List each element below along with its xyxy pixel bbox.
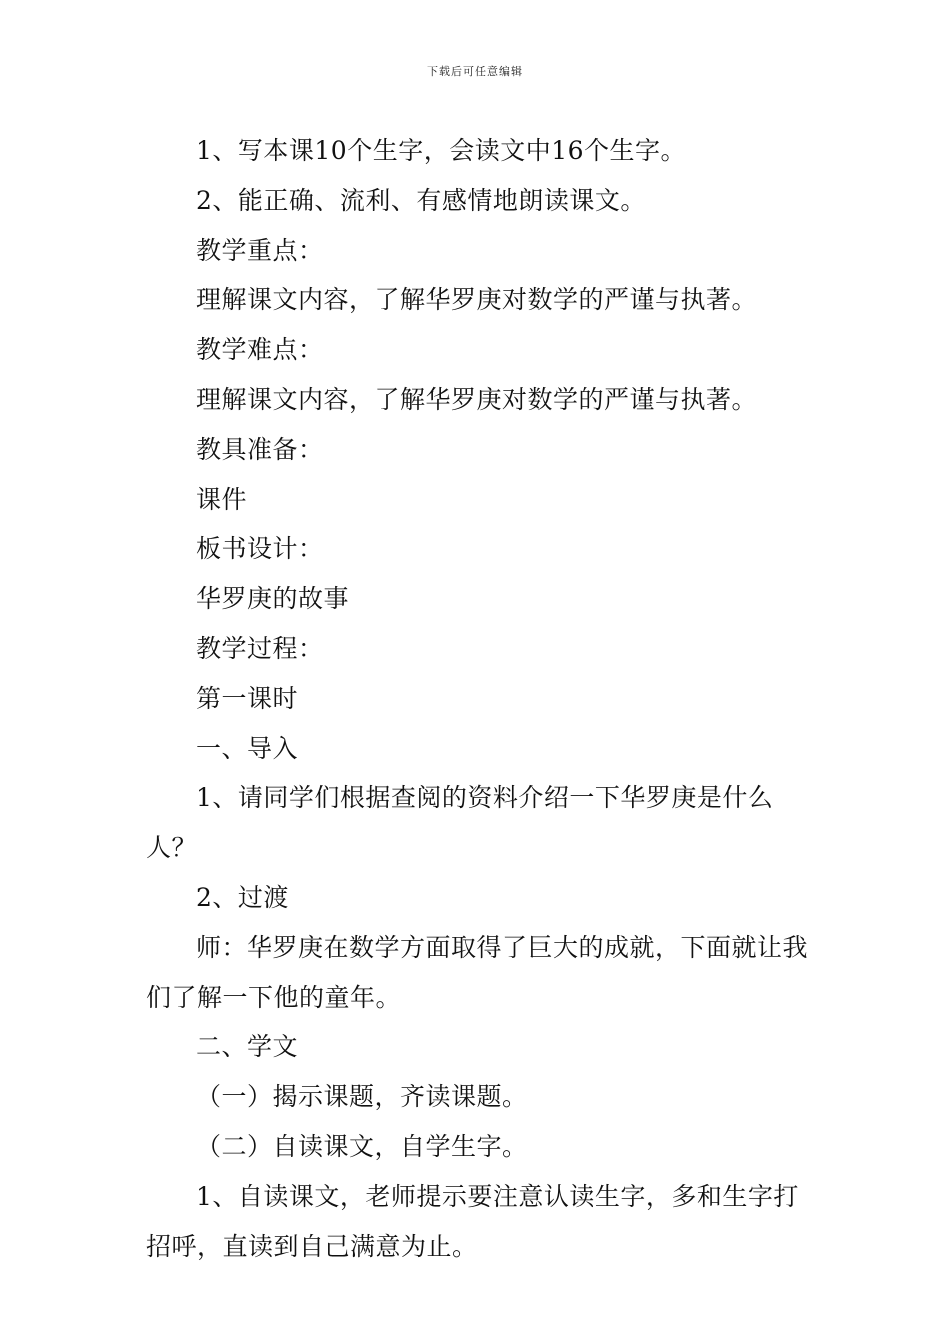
- introduction-item-1: 1、请同学们根据查阅的资料介绍一下华罗庚是什么人？: [146, 783, 774, 863]
- board-design-text: 华罗庚的故事: [196, 584, 350, 614]
- section-heading-materials: 教具准备：: [196, 434, 324, 464]
- objective-2: 2、能正确、流利、有感情地朗读课文。: [196, 185, 646, 215]
- study-item-2: （二）自读课文，自学生字。: [196, 1131, 528, 1161]
- materials-text: 课件: [196, 484, 248, 514]
- section-heading-difficulties: 教学难点：: [196, 335, 324, 365]
- difficulties-text: 理解课文内容，了解华罗庚对数学的严谨与执著。: [196, 384, 758, 414]
- objective-1: 1、写本课10个生字，会读文中16个生字。: [196, 136, 687, 165]
- step-introduction: 一、导入: [196, 733, 299, 763]
- study-item-1: （一）揭示课题，齐读课题。: [196, 1082, 528, 1112]
- self-reading-item-1: 1、自读课文，老师提示要注意认读生字，多和生字打招呼，直读到自己满意为止。: [146, 1181, 799, 1261]
- document-body: [146, 126, 810, 1271]
- teacher-transition: 师：华罗庚在数学方面取得了巨大的成就，下面就让我们了解一下他的童年。: [146, 932, 809, 1012]
- section-heading-key-points: 教学重点：: [196, 235, 324, 265]
- section-heading-process: 教学过程：: [196, 633, 324, 663]
- section-heading-board-design: 板书设计：: [196, 534, 324, 564]
- page-header: 下载后可任意编辑: [427, 65, 523, 78]
- lesson-period: 第一课时: [196, 683, 299, 713]
- step-study-text: 二、学文: [196, 1032, 299, 1062]
- introduction-item-2: 2、过渡: [196, 882, 289, 912]
- key-points-text: 理解课文内容，了解华罗庚对数学的严谨与执著。: [196, 285, 758, 315]
